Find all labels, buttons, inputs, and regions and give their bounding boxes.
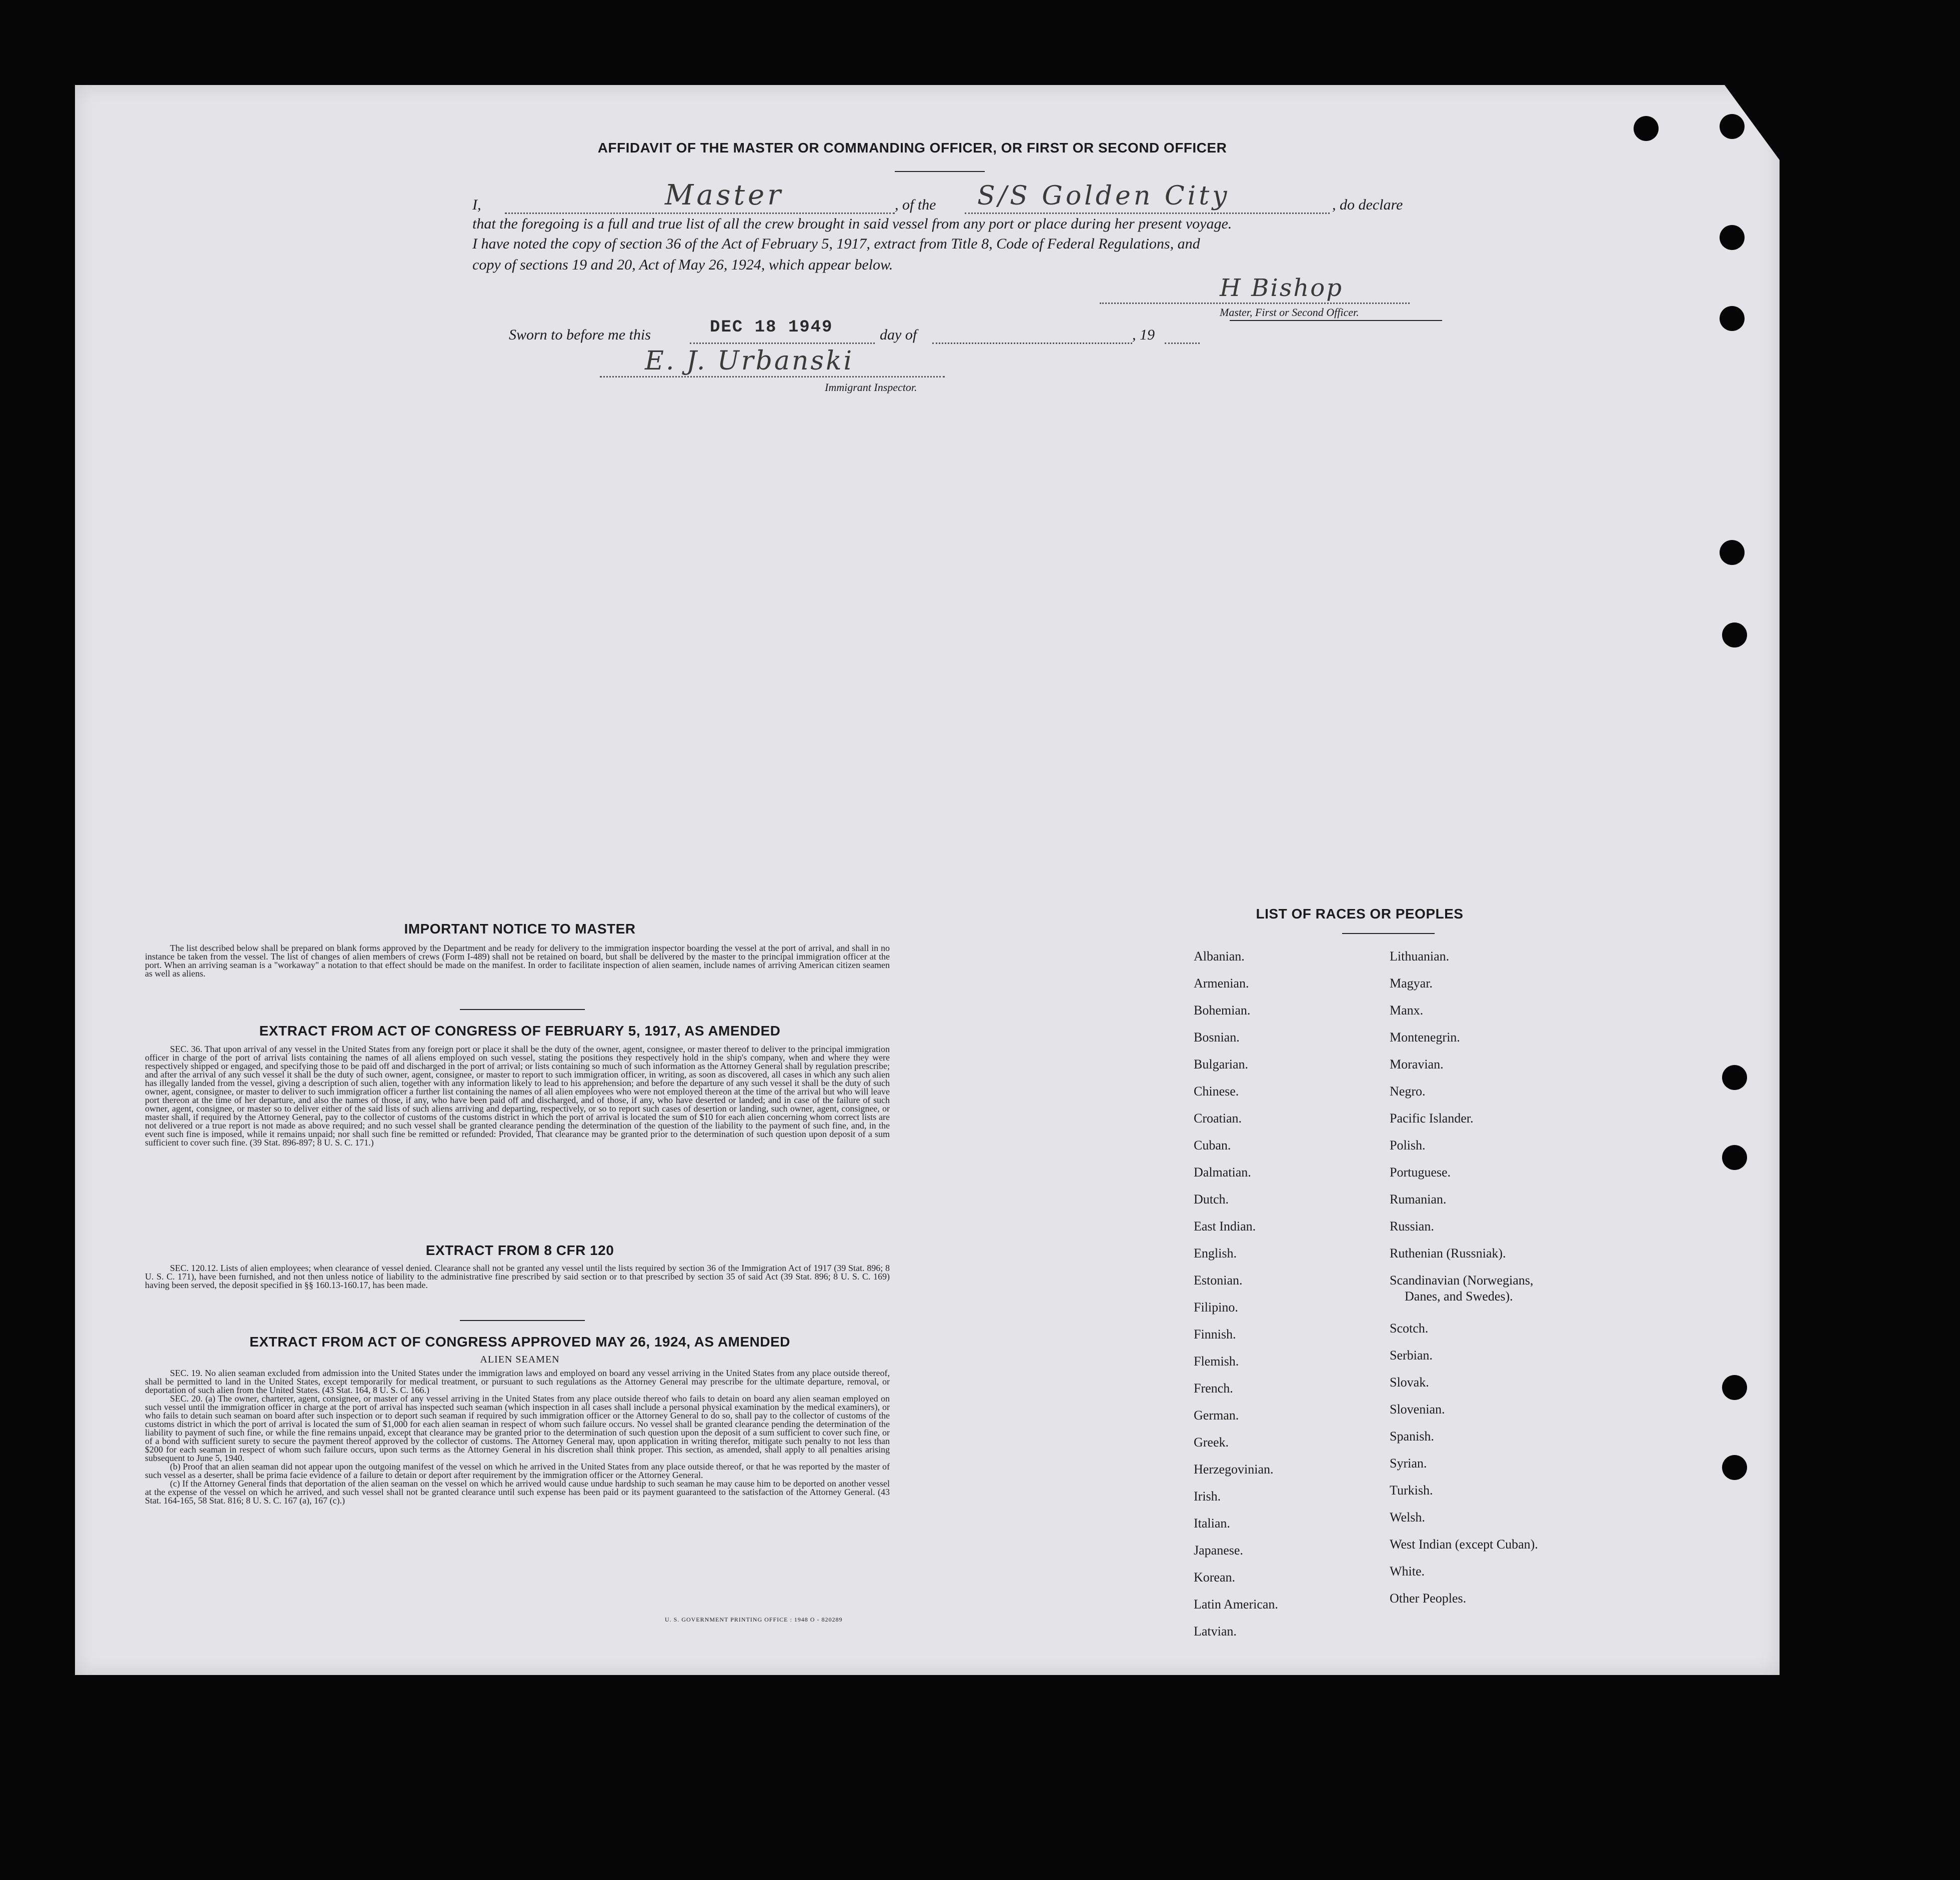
master-signature-line	[1100, 302, 1410, 304]
race-item: Manx.	[1390, 1003, 1424, 1018]
race-item: Bosnian.	[1194, 1030, 1240, 1044]
race-item: Scandinavian (Norwegians,	[1390, 1273, 1534, 1288]
race-item: Croatian.	[1194, 1111, 1242, 1126]
punch-hole	[1722, 1065, 1747, 1090]
race-item: Lithuanian.	[1390, 949, 1450, 964]
i-label: I,	[472, 196, 481, 213]
race-item: Bulgarian.	[1194, 1057, 1249, 1072]
extract-cfr-paragraph: SEC. 120.12. Lists of alien employees; when clearance of vessel denied. Clearance shall not be granted any vessel until the lists required by section 36 of the Immigration Act of 1917 (39 Stat. 896; 8 U. S. C. 171), have been furnished, and not then unless notice of liability to the administrative fine prescribed by said section or to that prescribed by section 35 of said Act (39 Stat. 896; 8 U. S. C. 169) having been served, the deposit specified in §§ 160.13-160.17, has been made.	[145, 1263, 890, 1290]
races-title: LIST OF RACES OR PEOPLES	[1256, 906, 1464, 922]
race-item: Serbian.	[1390, 1348, 1433, 1362]
inspector-caption: Immigrant Inspector.	[825, 381, 917, 394]
race-item: Finnish.	[1194, 1327, 1236, 1342]
punch-hole	[1722, 1455, 1747, 1480]
extract-cfr-text	[145, 1264, 890, 1290]
punch-hole	[1722, 1375, 1747, 1400]
race-item: Polish.	[1390, 1138, 1426, 1152]
race-item: Dutch.	[1194, 1192, 1229, 1206]
year-line	[1165, 342, 1200, 344]
master-signature: H Bishop	[1220, 274, 1343, 302]
race-item: Korean.	[1194, 1570, 1236, 1584]
punch-hole	[1720, 114, 1745, 139]
race-item: Albanian.	[1194, 949, 1245, 964]
race-item: Portuguese.	[1390, 1165, 1451, 1180]
race-item: Pacific Islander.	[1390, 1111, 1474, 1126]
race-item: Japanese.	[1194, 1543, 1243, 1558]
race-item: White.	[1390, 1564, 1425, 1578]
punch-hole	[1722, 1145, 1747, 1170]
race-item: Montenegrin.	[1390, 1030, 1460, 1044]
inspector-line	[600, 376, 945, 378]
extract-1924-title: EXTRACT FROM ACT OF CONGRESS APPROVED MAY 26, 1924, AS AMENDED	[249, 1334, 790, 1350]
races-title-rule	[1342, 933, 1435, 934]
race-item: Dalmatian.	[1194, 1165, 1251, 1180]
race-item: German.	[1194, 1408, 1239, 1422]
master-caption: Master, First or Second Officer.	[1220, 306, 1359, 318]
sec-20c-paragraph: (c) If the Attorney General finds that deportation of the alien seaman on the vessel on which he arrived would cause undue hardship to such seaman he may cause him to be deported on another vessel at the expense of the vessel on which he arrived, and such vessel shall not be granted clearance until such expense has been paid or its payment guaranteed to the satisfaction of the Attorney General. (43 Stat. 164-165, 58 Stat. 816; 8 U. S. C. 167 (a), 167 (c).)	[145, 1478, 890, 1506]
notice-paragraph: The list described below shall be prepared on blank forms approved by the Department and be ready for delivery to the immigration inspector boarding the vessel at the port of arrival, and shall in no instance be taken from the vessel. The list of changes of alien members of crews (Form I-489) shall not be retained on board, but shall be delivered by the master to the principal immigration officer at the port. When an arriving seaman is a "workaway" a notation to that effect should be made on the manifest. In order to facilitate inspection of alien seamen, include names of arriving American citizen seamen as well as aliens.	[145, 943, 890, 978]
race-item: Other Peoples.	[1390, 1591, 1467, 1606]
race-item: Filipino.	[1194, 1300, 1238, 1314]
race-item: Cuban.	[1194, 1138, 1231, 1152]
race-item: Italian.	[1194, 1516, 1230, 1530]
affidavit-title: AFFIDAVIT OF THE MASTER OR COMMANDING OFFICER, OR FIRST OR SECOND OFFICER	[597, 140, 1227, 156]
extract-1917-text	[145, 1045, 890, 1147]
race-item: Latin American.	[1194, 1597, 1278, 1612]
race-item: Latvian.	[1194, 1624, 1237, 1638]
extract-1917-paragraph: SEC. 36. That upon arrival of any vessel in the United States from any foreign port or place it shall be the duty of the owner, agent, consignee, or master thereof to deliver to the principal immigration officer in charge of the port of arrival lists containing the names of all aliens employed on such vessel, stating the positions they respectively hold in the ship's company, when and where they were respectively shipped or engaged, and specifying those to be paid off and discharged in the port of arrival; or lists containing so much of such information as the Attorney General shall by regulation prescribe; and after the arrival of any such vessel it shall be the duty of such owner, agent, consignee, or master to report to such immigration officer, in writing, as soon as discovered, all cases in which any such alien has illegally landed from the vessel, giving a description of such alien, together with any information likely to lead to his apprehension; and before the departure of any such vessel it shall be the duty of such owner, agent, consignee, or master to deliver to such immigration officer a further list containing the names of all alien employees who were not employed thereon at the time of the arrival but who will leave port thereon at the time of her departure, and also the names of those, if any, who have been paid off and discharged, and of those, if any, who have deserted or landed; and in case of the failure of such owner, agent, consignee, or master so to deliver either of the said lists of such aliens arriving and departing, respectively, or so to report such cases of desertion or landing, such owner, agent, consignee, or master shall, if required by the Attorney General, pay to the collector of customs of the customs district in which the port of arrival is located the sum of $10 for each alien concerning whom correct lists are not delivered or a true report is not made as above required; and no such vessel shall be granted clearance pending the determination of the question of the liability to the payment of such fine, and, in the event such fine is imposed, while it remains unpaid; nor shall such fine be remitted or refunded: Provided, That clearance may be granted prior to the determination of such question upon deposit of a sum sufficient to cover such fine. (39 Stat. 896-897; 8 U. S. C. 171.)	[145, 1044, 890, 1148]
race-item: Scotch.	[1390, 1321, 1429, 1336]
race-item: English.	[1194, 1246, 1237, 1260]
year-label: , 19	[1132, 326, 1155, 343]
race-item: Chinese.	[1194, 1084, 1239, 1098]
race-item: Slovak.	[1390, 1375, 1429, 1390]
printer-imprint: U. S. GOVERNMENT PRINTING OFFICE : 1948 O - 820289	[665, 1616, 843, 1623]
race-item: Armenian.	[1194, 976, 1249, 990]
sworn-label: Sworn to before me this	[509, 326, 651, 343]
of-the-label: , of the	[895, 196, 936, 213]
title-rule	[895, 171, 985, 172]
date-stamp: DEC 18 1949	[710, 318, 833, 337]
sec-20a-paragraph: SEC. 20. (a) The owner, charterer, agent, consignee, or master of any vessel arriving in the United States from any place outside thereof who fails to detain on board any alien seaman employed on such vessel until the immigration officer in charge at the port of arrival has inspected such seaman (which inspection in all cases shall include a personal physical examination by the medical examiners), or who fails to detain such seaman on board after such inspection or to deport such seaman if required by such immigration officer or the Attorney General to do so, shall pay to the collector of customs of the customs district in which the port of arrival is located the sum of $1,000 for each alien seaman in respect of whom such failure occurs. No vessel shall be granted clearance pending the determination of the liability to payment of such fine, or while the fine remains unpaid, except that clearance may be granted prior to the determination of such question upon the deposit of a sum sufficient to cover such fine, or of a bond with sufficient surety to secure the payment thereof approved by the collector of customs. The Attorney General may, upon application in writing therefor, mitigate such penalty to not less than $200 for each seaman in respect of whom such failure occurs, upon such terms as the Attorney General in his discretion shall think proper. This section, as amended, shall apply to all penalties arising subsequent to June 5, 1940.	[145, 1394, 890, 1463]
sworn-date-line	[690, 342, 875, 344]
race-item: Welsh.	[1390, 1510, 1425, 1524]
sec-19-paragraph: SEC. 19. No alien seaman excluded from admission into the United States under the immigration laws and employed on board any vessel arriving in the United States from any place outside thereof, shall be permitted to land in the United States, except temporarily for medical treatment, or pursuant to such regulations as the Attorney General may prescribe for the ultimate departure, removal, or deportation of such alien from the United States. (43 Stat. 164, 8 U. S. C. 166.)	[145, 1368, 890, 1395]
race-item: West Indian (except Cuban).	[1390, 1537, 1538, 1552]
race-item: Bohemian.	[1194, 1003, 1251, 1018]
race-item: Irish.	[1194, 1489, 1221, 1504]
alien-seamen-subtitle: ALIEN SEAMEN	[480, 1354, 560, 1365]
officer-handwriting: Master	[665, 179, 784, 212]
day-of-label: day of	[880, 326, 917, 343]
race-item: Syrian.	[1390, 1456, 1427, 1470]
race-item: East Indian.	[1194, 1219, 1256, 1234]
race-item: Greek.	[1194, 1435, 1229, 1450]
race-item: Flemish.	[1194, 1354, 1239, 1368]
race-item: Spanish.	[1390, 1429, 1434, 1444]
punch-hole	[1722, 622, 1747, 648]
section-rule	[460, 1009, 585, 1010]
inspector-signature: E. J. Urbanski	[645, 346, 854, 376]
punch-hole	[1720, 306, 1745, 331]
race-item: Ruthenian (Russniak).	[1390, 1246, 1506, 1260]
punch-hole	[1720, 225, 1745, 250]
race-item: Rumanian.	[1390, 1192, 1447, 1206]
section-rule	[460, 1320, 585, 1321]
race-item: Moravian.	[1390, 1057, 1444, 1072]
extract-cfr-title: EXTRACT FROM 8 CFR 120	[425, 1242, 614, 1258]
race-item: Danes, and Swedes).	[1405, 1289, 1513, 1304]
master-signature-underline	[1230, 320, 1442, 321]
race-item: French.	[1194, 1381, 1233, 1396]
do-declare-label: , do declare	[1332, 196, 1403, 213]
extract-1924-text	[145, 1369, 890, 1505]
notice-text	[145, 944, 890, 978]
sec-20b-paragraph: (b) Proof that an alien seaman did not appear upon the outgoing manifest of the vessel on which he arrived in the United States from any place outside thereof, or that he was reported by the master of such vessel as a deserter, shall be prima facie evidence of a failure to detain or deport after requirement by the immigration officer or the Attorney General.	[145, 1462, 890, 1480]
declaration-line4: copy of sections 19 and 20, Act of May 26, 1924, which appear below.	[472, 256, 893, 273]
punch-hole	[1634, 116, 1659, 141]
punch-hole	[1720, 540, 1745, 565]
extract-1917-title: EXTRACT FROM ACT OF CONGRESS OF FEBRUARY 5, 1917, AS AMENDED	[259, 1023, 781, 1038]
race-item: Magyar.	[1390, 976, 1433, 990]
notice-title: IMPORTANT NOTICE TO MASTER	[404, 921, 636, 936]
month-line	[932, 342, 1132, 344]
vessel-handwriting: S/S Golden City	[977, 181, 1230, 211]
race-item: Slovenian.	[1390, 1402, 1445, 1416]
declaration-line3: I have noted the copy of section 36 of the Act of February 5, 1917, extract from Title 8, Code of Federal Regulations, and	[472, 236, 1200, 252]
race-item: Herzegovinian.	[1194, 1462, 1274, 1476]
declaration-line2: that the foregoing is a full and true list of all the crew brought in said vessel from any port or place during her present voyage.	[472, 216, 1232, 232]
race-item: Negro.	[1390, 1084, 1426, 1098]
race-item: Russian.	[1390, 1219, 1434, 1234]
race-item: Turkish.	[1390, 1483, 1433, 1498]
race-item: Estonian.	[1194, 1273, 1243, 1288]
